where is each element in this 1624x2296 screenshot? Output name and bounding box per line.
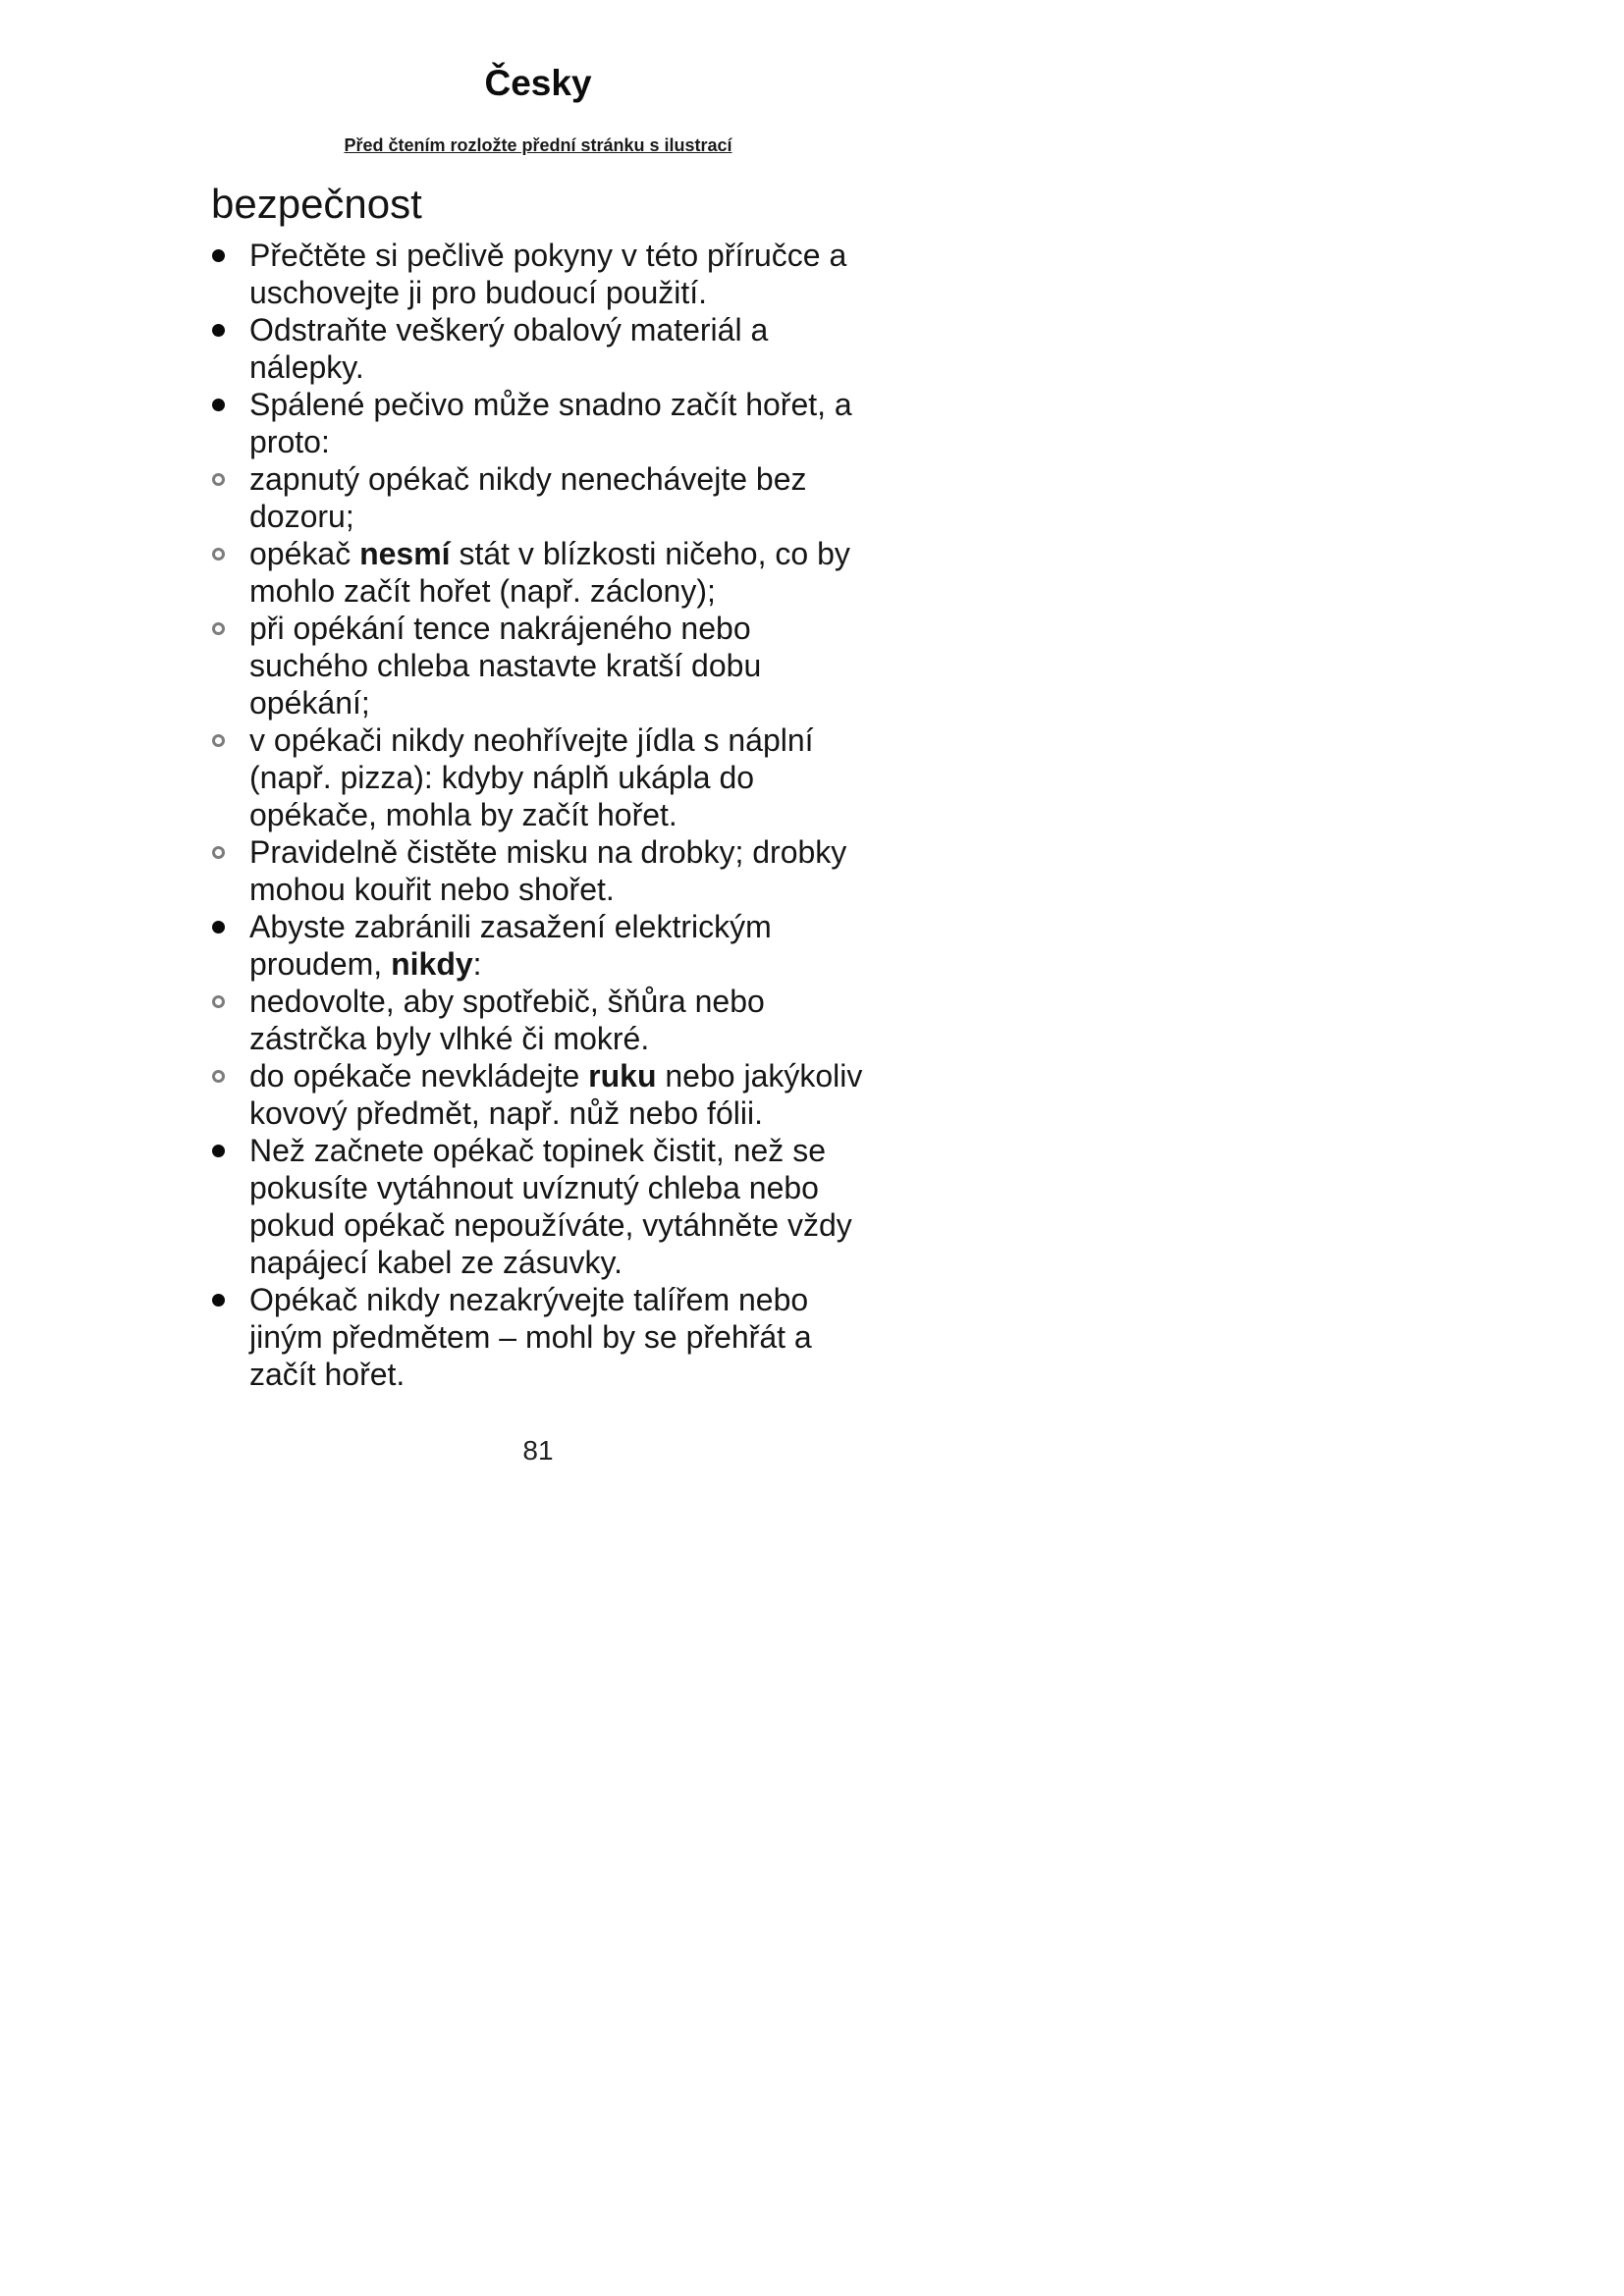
bullet-item <box>211 460 865 535</box>
bullet-item <box>211 721 865 833</box>
bullet-text: nedovolte, aby spotřebič, šňůra nebo zástrčka byly vlhké či mokré. <box>249 984 765 1056</box>
page-number: 81 <box>522 1435 554 1466</box>
bullet-item <box>211 1132 865 1281</box>
bullet-item <box>211 610 865 721</box>
open-bullet-icon <box>212 473 225 486</box>
section-heading: bezpečnost <box>211 181 422 227</box>
filled-bullet-icon <box>212 324 225 337</box>
instruction-notice: Před čtením rozložte přední stránku s ilustrací <box>344 135 732 155</box>
bullet-text: Odstraňte veškerý obalový materiál a nálepky. <box>249 312 769 385</box>
bullet-text: opékač nesmí stát v blízkosti ničeho, co by mohlo začít hořet (např. záclony); <box>249 536 850 609</box>
filled-bullet-icon <box>212 249 225 262</box>
page-title: Česky <box>484 63 592 103</box>
bullet-text: zapnutý opékač nikdy nenechávejte bez dozoru; <box>249 461 807 534</box>
page-content <box>211 0 865 1393</box>
open-bullet-icon <box>212 734 225 747</box>
bullet-text: Opékač nikdy nezakrývejte talířem nebo jiným předmětem – mohl by se přehřát a začít hořet. <box>249 1282 812 1392</box>
bullet-item <box>211 983 865 1057</box>
filled-bullet-icon <box>212 1294 225 1307</box>
open-bullet-icon <box>212 846 225 859</box>
bullet-text: do opékače nevkládejte ruku nebo jakýkoliv kovový předmět, např. nůž nebo fólii. <box>249 1058 863 1131</box>
open-bullet-icon <box>212 622 225 635</box>
bullet-item <box>211 535 865 610</box>
bullet-text: Abyste zabránili zasažení elektrickým proudem, nikdy: <box>249 909 772 982</box>
bullet-item <box>211 833 865 908</box>
bullet-item <box>211 1057 865 1132</box>
bullet-text: Než začnete opékač topinek čistit, než se pokusíte vytáhnout uvíznutý chleba nebo pokud opékač nepoužíváte, vytáhněte vždy napájecí kabel ze zásuvky. <box>249 1133 852 1280</box>
bullet-item <box>211 311 865 386</box>
bullet-text: Pravidelně čistěte misku na drobky; drobky mohou kouřit nebo shořet. <box>249 834 847 907</box>
bullet-text: Spálené pečivo může snadno začít hořet, a proto: <box>249 387 852 459</box>
bullet-item <box>211 908 865 983</box>
filled-bullet-icon <box>212 1145 225 1157</box>
safety-bullet-list <box>211 237 865 1393</box>
bullet-item <box>211 386 865 460</box>
open-bullet-icon <box>212 1070 225 1083</box>
bullet-text: při opékání tence nakrájeného nebo suchého chleba nastavte kratší dobu opékání; <box>249 611 762 721</box>
bullet-item <box>211 1281 865 1393</box>
bullet-text: v opékači nikdy neohřívejte jídla s náplní (např. pizza): kdyby náplň ukápla do opékače, mohla by začít hořet. <box>249 722 814 832</box>
bullet-item <box>211 237 865 311</box>
open-bullet-icon <box>212 995 225 1008</box>
filled-bullet-icon <box>212 399 225 411</box>
bullet-text: Přečtěte si pečlivě pokyny v této příručce a uschovejte ji pro budoucí použití. <box>249 238 847 310</box>
filled-bullet-icon <box>212 921 225 934</box>
open-bullet-icon <box>212 548 225 561</box>
